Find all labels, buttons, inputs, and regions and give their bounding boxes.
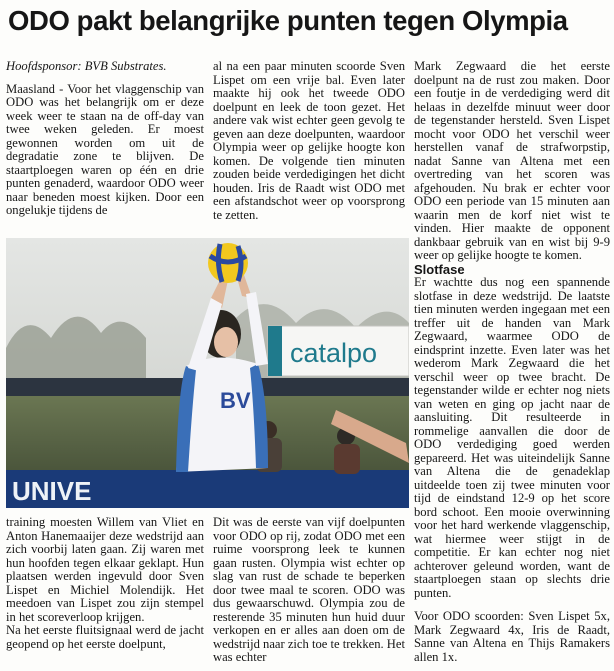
sponsor-banner-text: catalpo — [290, 338, 378, 368]
ad-board-text: UNIVE — [12, 476, 92, 506]
paragraph: al na een paar minuten scoorde Sven Lispet om een vrije bal. Even later maakte hij ook het tweede ODO doelpunt en leek de toon gezet. Het andere vak wist echter geen gevolg te geven aan deze doelpunten, waardoor Olympia weer op gelijke hoogte kon komen. De volgende tien minuten zouden beide verdedigingen het dicht houden. Iris de Raadt wist ODO met een afstandschot weer op voorsprong te zetten. — [213, 59, 405, 222]
sponsor-line: Hoofdsponsor: BVB Substrates. — [6, 59, 167, 73]
column-1-bottom — [6, 516, 204, 651]
paragraph: Na het eerste fluitsignaal werd de jacht geopend op het eerste doelpunt, — [6, 623, 204, 651]
article-photo — [6, 238, 409, 508]
article-headline: ODO pakt belangrijke punten tegen Olympia — [8, 5, 568, 36]
column-1-top — [6, 60, 204, 218]
korfball-ball — [208, 243, 248, 283]
shirt-text: BV — [220, 388, 251, 413]
paragraph: training moesten Willem van Vliet en Anton Hanemaaijer deze wedstrijd aan zich voorbij laten gaan. Zij waren met hun hoofden tegen elkaar geklapt. Hun plaatsen werden ingevuld door Sven Lispet en Michiel Molendijk. Het meedoen van Lispet zou zijn stempel in het scoreverloop krijgen. — [6, 515, 204, 624]
paragraph: Mark Zegwaard die het eerste doelpunt na de rust zou maken. Door een foutje in de verdediging werd dit helaas in dezelfde minuut weer door de tegenstander hersteld. Sven Lispet mocht voor ODO het verschil weer herstellen vanaf de strafworpstip, nadat Sanne van Altena met een overtreding van het scoren was afgehouden. Nu brak er echter voor ODO een periode van 15 minuten aan waarin men de korf niet wist te vinden. Hier maakte de opponent dankbaar gebruik van en wist bij 9-9 weer op gelijke hoogte te komen. — [414, 59, 610, 262]
column-2-bottom — [213, 516, 405, 665]
paragraph: Maasland - Voor het vlaggenschip van ODO was het belangrijk om er deze week weer te staan na de off-day van twee weken geleden. Er moest gewonnen worden om uit de degradatie zone te blijven. De staartploegen waren op één en drie punten genaderd, waardoor ODO weer naar beneden moest kijken. Door een ongelukje tijdens de — [6, 81, 204, 217]
paragraph: Dit was de eerste van vijf doelpunten voor ODO op rij, zodat ODO met een ruime voorsprong leek te kunnen gaan rusten. Olympia wist echter op slag van rust de schade te beperken door twee maal te scoren. ODO was dus gewaarschuwd. Olympia zou de resterende 35 minuten hun huid duur verkopen en er alles aan doen om de wedstrijd naar zich toe te trekken. Het was echter — [213, 515, 405, 664]
korfball-player-photo — [6, 238, 409, 508]
column-2-top — [213, 60, 405, 222]
paragraph: Er wachtte dus nog een spannende slotfase in deze wedstrijd. De laatste tien minuten werden ingegaan met een treffer uit de handen van Mark Zegwaard, waarmee ODO de eindsprint inzette. Even later was het wederom Mark Zegwaard die het verschil weer op twee bracht. De tegenstander wilde er echter nog niets van weten en ging op jacht naar de aansluiting. Dit resulteerde in rommelige aanvallen die door de ODO verdediging goed werden gepareerd. Het was uiteindelijk Sanne van Altena die de genadeklap uitdeelde toen zij twee minuten voor tijd de eindstand 12-9 op het score bord schoot. Een mooie overwinning voor het hard werkende vlaggenschip, wat hiermee weer stijgt in de competitie. Er kan echter nog niet achterover geleund worden, want de staartploegen staan op slechts drie punten. — [414, 275, 610, 600]
column-3 — [414, 60, 610, 664]
section-subhead: Slotfase — [414, 261, 465, 277]
scorers-paragraph: Voor ODO scoorden: Sven Lispet 5x, Mark Zegwaard 4x, Iris de Raadt, Sanne van Altena en Thijs Ramakers allen 1x. — [414, 609, 610, 664]
